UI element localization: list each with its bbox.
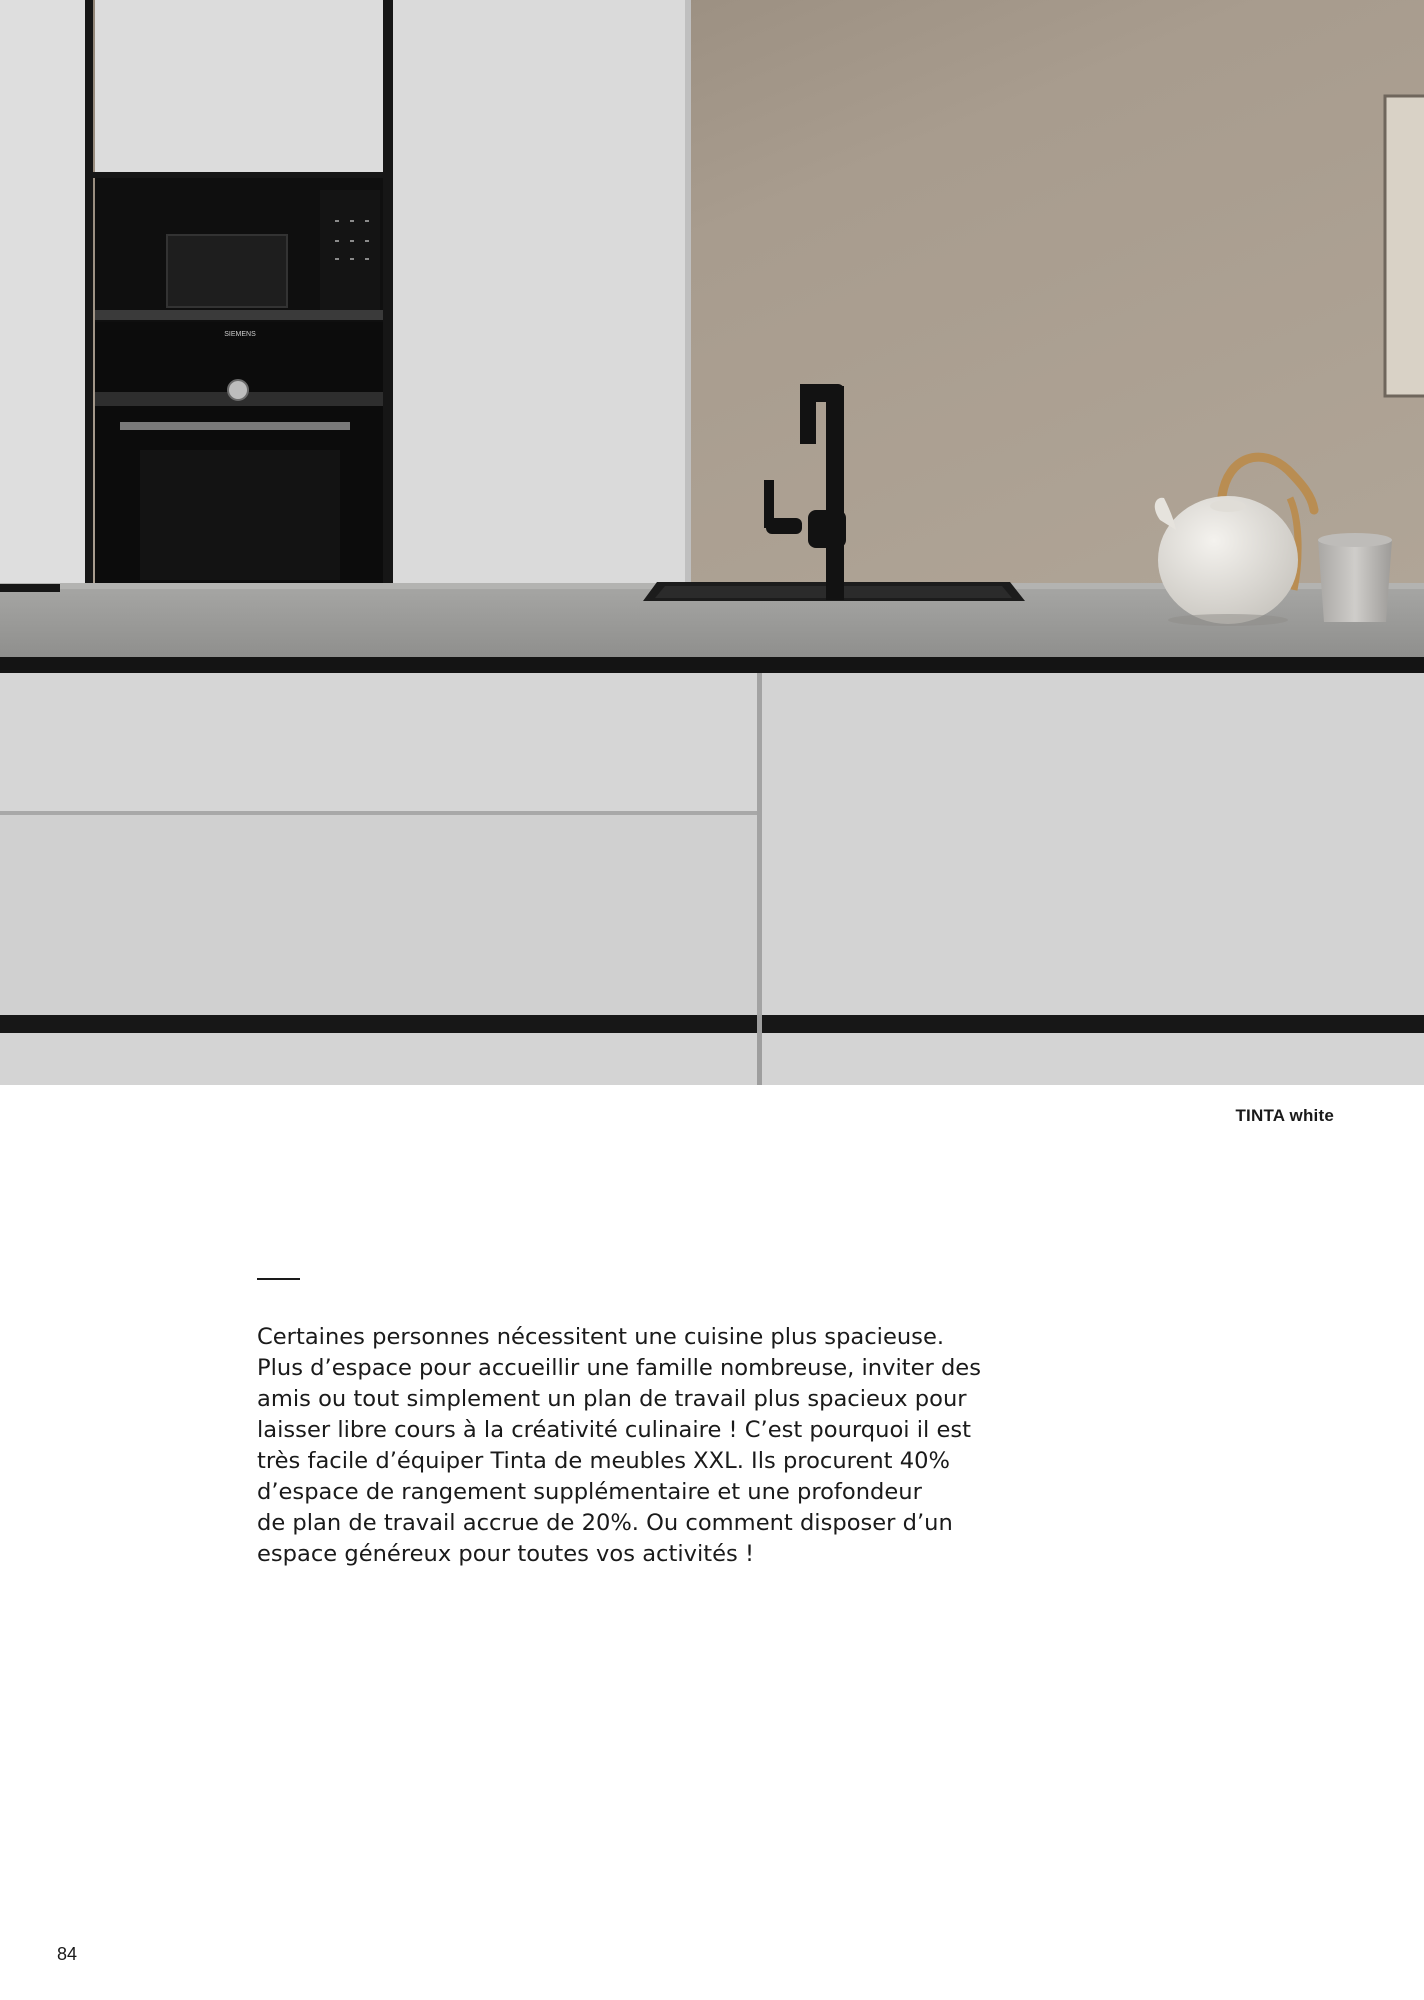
cup (1318, 533, 1392, 622)
photo-caption: TINTA white (1235, 1106, 1334, 1125)
divider-rule (257, 1278, 300, 1280)
tall-cabinet-left (0, 0, 85, 585)
picture-frame (1385, 96, 1424, 396)
microwave-appliance (95, 178, 383, 322)
base-cabinet-left-middle (0, 815, 757, 1015)
base-cabinet-right-tall (762, 673, 1424, 1015)
oven-appliance (95, 322, 383, 585)
tall-cabinet-upper-door (95, 0, 383, 172)
base-cabinet-left-top (0, 673, 757, 813)
page-number: 84 (57, 1944, 78, 1964)
svg-text:SIEMENS: SIEMENS (224, 331, 256, 338)
tall-cabinet-right (393, 0, 685, 585)
oven-knob (228, 380, 248, 400)
body-paragraph: Certaines personnes nécessitent une cuisine plus spacieuse. Plus d’espace pour accueillir une famille nombreuse, inviter des amis ou tout simplement un plan de travail plus spacieux pour laisser libre cours à la créativité culinaire ! C’est pourquoi il est très facile d’équiper Tinta de meubles XXL. Ils procurent 40% d’espace de rangement supplémentaire et une profondeur de plan de travail accrue de 20%. Ou comment disposer d’un espace généreux pour toutes vos activités ! (257, 1324, 981, 1567)
